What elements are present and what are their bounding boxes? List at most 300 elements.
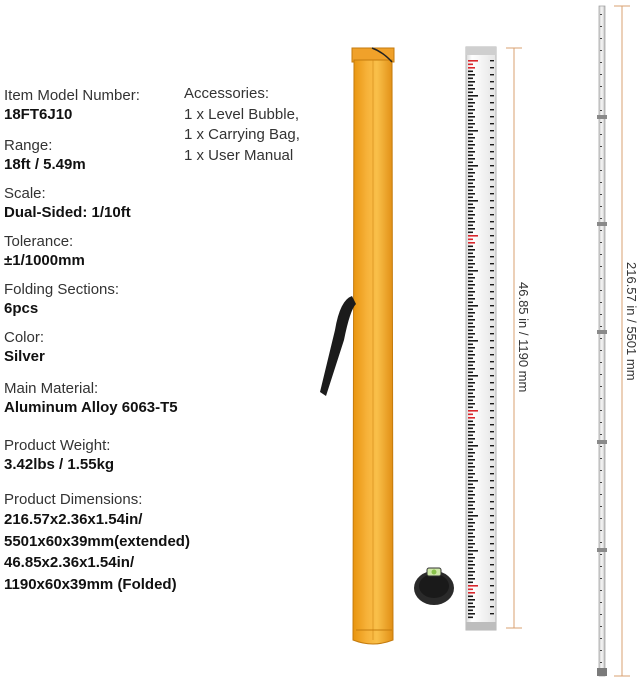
pole-tick — [600, 650, 602, 651]
rod-tick — [468, 253, 473, 255]
rod-tick — [468, 498, 473, 500]
rod-tick — [468, 596, 473, 598]
rod-tick — [490, 522, 494, 523]
pole-tick — [600, 50, 602, 51]
rod-tick — [468, 116, 475, 118]
rod-tick — [490, 109, 494, 110]
rod-tick — [468, 165, 478, 167]
rod-tick — [468, 172, 475, 174]
rod-tick — [490, 452, 494, 453]
rod-tick — [490, 130, 494, 131]
rod-tick — [490, 375, 494, 376]
pole-tick — [600, 218, 602, 219]
rod-tick — [490, 277, 494, 278]
rod-tick — [468, 267, 473, 269]
pole-tick — [600, 26, 602, 27]
rod-tick — [468, 113, 473, 115]
folded-dimension-label: 46.85 in / 1190 mm — [516, 282, 531, 393]
rod-tick — [490, 536, 494, 537]
rod-tick — [468, 477, 473, 479]
rod-tick — [468, 151, 475, 153]
rod-tick — [490, 158, 494, 159]
rod-tick — [468, 67, 475, 69]
rod-tick — [468, 88, 475, 90]
rod-tick — [468, 361, 475, 363]
rod-tick — [468, 169, 473, 171]
rod-tick — [468, 277, 475, 279]
rod-tick — [468, 375, 478, 377]
pole-tick — [600, 98, 602, 99]
rod-tick — [468, 242, 475, 244]
rod-tick — [468, 323, 473, 325]
extended-pole — [597, 6, 607, 676]
rod-tick — [468, 533, 473, 535]
rod-tick — [468, 564, 475, 566]
rod-tick — [468, 106, 473, 108]
rod-tick — [490, 403, 494, 404]
rod-tick — [468, 134, 473, 136]
rod-tick — [490, 508, 494, 509]
spec-label: Color: — [4, 329, 45, 346]
spec-label: Scale: — [4, 185, 46, 202]
rod-tick — [468, 617, 473, 619]
pole-tick — [600, 578, 602, 579]
rod-tick — [468, 288, 473, 290]
spec-value: Aluminum Alloy 6063-T5 — [4, 399, 178, 416]
rod-tick — [468, 473, 475, 475]
rod-tick — [468, 599, 475, 601]
rod-tick — [468, 326, 475, 328]
rod-tick — [468, 298, 475, 300]
rod-tick — [468, 403, 475, 405]
rod-tick — [468, 148, 473, 150]
pole-tick — [600, 158, 602, 159]
rod-tick — [468, 470, 473, 472]
rod-tick — [468, 575, 473, 577]
rod-tick — [468, 337, 473, 339]
rod-tick — [468, 270, 478, 272]
pole-tick — [600, 182, 602, 183]
rod-tick — [490, 81, 494, 82]
rod-tick — [468, 284, 475, 286]
rod-tick — [468, 78, 473, 80]
rod-tick — [468, 589, 473, 591]
rod-tick — [490, 74, 494, 75]
rod-tick — [490, 326, 494, 327]
rod-tick — [468, 95, 478, 97]
rod-tick — [468, 99, 473, 101]
spec-value: 6pcs — [4, 300, 39, 317]
spec-label: Range: — [4, 137, 53, 154]
rod-tick — [468, 550, 478, 552]
rod-tick — [490, 179, 494, 180]
rod-tick — [468, 438, 475, 440]
rod-tick — [468, 613, 475, 615]
rod-tick — [490, 291, 494, 292]
rod-tick — [468, 368, 475, 370]
rod-tick — [490, 263, 494, 264]
rod-tick — [490, 361, 494, 362]
rod-tick — [490, 333, 494, 334]
rod-tick — [468, 141, 473, 143]
pole-tick — [600, 302, 602, 303]
pole-tick — [600, 566, 602, 567]
pole-tick — [600, 206, 602, 207]
rod-tick — [490, 501, 494, 502]
rod-tick — [468, 526, 473, 528]
rod-tick — [490, 207, 494, 208]
rod-tick — [468, 519, 473, 521]
pole-tick — [600, 254, 602, 255]
rod-tick — [490, 543, 494, 544]
rod-tick — [468, 386, 473, 388]
pole-tick — [600, 194, 602, 195]
rod-tick — [490, 298, 494, 299]
rod-tick — [468, 379, 473, 381]
rod-tick — [490, 200, 494, 201]
rod-tick — [468, 452, 475, 454]
pole-tick — [600, 398, 602, 399]
rod-tick — [468, 508, 475, 510]
pole-tick — [600, 362, 602, 363]
rod-tick — [490, 417, 494, 418]
rod-tick — [490, 88, 494, 89]
pole-tick — [600, 314, 602, 315]
pole-tick — [600, 170, 602, 171]
rod-tick — [490, 396, 494, 397]
rod-tick — [468, 347, 475, 349]
rod-tick — [468, 71, 473, 73]
rod-tick — [490, 557, 494, 558]
rod-tick — [490, 613, 494, 614]
pole-tick — [600, 386, 602, 387]
spec-value: 18ft / 5.49m — [4, 156, 86, 173]
rod-tick — [468, 225, 473, 227]
rod-tick — [468, 60, 478, 62]
rod-tick — [468, 382, 475, 384]
rod-tick — [468, 484, 473, 486]
rod-tick — [468, 239, 473, 241]
rod-tick — [468, 130, 478, 132]
spec-value: 216.57x2.36x1.54in/ — [4, 511, 143, 528]
rod-tick — [468, 491, 473, 493]
rod-tick — [468, 449, 473, 451]
rod-tick — [468, 218, 473, 220]
extended-dimension-label: 216.57 in / 5501 mm — [624, 262, 639, 381]
rod-tick — [468, 200, 478, 202]
spec-label: Product Dimensions: — [4, 491, 143, 508]
pole-tick — [600, 38, 602, 39]
rod-tick — [490, 487, 494, 488]
rod-tick — [468, 123, 475, 125]
pole-tick — [600, 266, 602, 267]
rod-tick — [490, 249, 494, 250]
rod-tick — [468, 501, 475, 503]
spec-label: Item Model Number: — [4, 87, 140, 104]
rod-tick — [468, 606, 475, 608]
rod-tick — [468, 74, 475, 76]
rod-tick — [468, 319, 475, 321]
rod-tick — [468, 603, 473, 605]
rod-tick — [468, 309, 473, 311]
rod-tick — [468, 512, 473, 514]
rod-tick — [468, 302, 473, 304]
pole-tick — [600, 338, 602, 339]
rod-tick — [490, 382, 494, 383]
rod-tick — [468, 316, 473, 318]
rod-tick — [490, 431, 494, 432]
rod-tick — [490, 151, 494, 152]
rod-tick — [490, 242, 494, 243]
rod-tick — [490, 270, 494, 271]
rod-tick — [490, 389, 494, 390]
spec-value: Silver — [4, 348, 45, 365]
rod-tick — [490, 571, 494, 572]
spec-label: Product Weight: — [4, 437, 111, 454]
rod-tick — [468, 543, 475, 545]
spec-label: Tolerance: — [4, 233, 74, 250]
rod-tick — [468, 214, 475, 216]
folded-rod — [466, 47, 496, 630]
rod-tick — [490, 312, 494, 313]
rod-tick — [490, 368, 494, 369]
rod-tick — [468, 263, 475, 265]
rod-tick — [490, 67, 494, 68]
rod-tick — [490, 165, 494, 166]
spec-value: 5501x60x39mm(extended) — [4, 532, 190, 550]
rod-tick — [490, 137, 494, 138]
rod-tick — [490, 102, 494, 103]
rod-tick — [468, 186, 475, 188]
rod-tick — [468, 204, 473, 206]
pole-tick — [600, 242, 602, 243]
rod-tick — [468, 428, 473, 430]
rod-tick — [468, 221, 475, 223]
pole-tick — [600, 110, 602, 111]
pole-tick — [600, 290, 602, 291]
rod-tick — [468, 515, 478, 517]
pole-tick — [600, 614, 602, 615]
rod-tick — [468, 529, 475, 531]
spec-value: 18FT6J10 — [4, 106, 73, 123]
rod-tick — [490, 473, 494, 474]
rod-tick — [468, 494, 475, 496]
rod-tick — [468, 445, 478, 447]
spec-value: Dual-Sided: 1/10ft — [4, 204, 131, 221]
spec-label: Main Material: — [4, 380, 99, 397]
rod-tick — [490, 95, 494, 96]
rod-tick — [468, 393, 473, 395]
rod-tick — [468, 207, 475, 209]
pole-tick — [600, 638, 602, 639]
rod-tick — [468, 144, 475, 146]
rod-tick — [468, 295, 473, 297]
rod-tick — [468, 459, 475, 461]
rod-tick — [468, 127, 473, 129]
pole-tick — [600, 542, 602, 543]
rod-tick — [468, 340, 478, 342]
rod-tick — [468, 610, 473, 612]
rod-tick — [468, 442, 473, 444]
rod-tick — [468, 333, 475, 335]
rod-tick — [490, 221, 494, 222]
pole-tick — [600, 434, 602, 435]
rod-tick — [468, 568, 473, 570]
rod-tick — [468, 102, 475, 104]
rod-tick — [468, 109, 475, 111]
rod-tick — [490, 319, 494, 320]
rod-tick — [490, 550, 494, 551]
rod-tick — [490, 459, 494, 460]
rod-tick — [468, 372, 473, 374]
rod-tick — [468, 585, 478, 587]
spec-value: ±1/1000mm — [4, 252, 85, 269]
pole-tick — [600, 470, 602, 471]
spec-value: 46.85x2.36x1.54in/ — [4, 554, 135, 571]
rod-tick — [468, 92, 473, 94]
rod-tick — [490, 144, 494, 145]
rod-tick — [468, 522, 475, 524]
rod-tick — [468, 232, 473, 234]
rod-tick — [490, 123, 494, 124]
rod-tick — [490, 228, 494, 229]
rod-tick — [490, 578, 494, 579]
rod-tick — [468, 389, 475, 391]
rod-tick — [468, 407, 473, 409]
rod-tick — [468, 179, 475, 181]
rod-tick — [490, 347, 494, 348]
rod-tick — [490, 116, 494, 117]
pole-tick — [600, 146, 602, 147]
accessory-item: 1 x User Manual — [184, 146, 294, 164]
rod-tick — [468, 536, 475, 538]
pole-tick — [600, 506, 602, 507]
rod-tick — [490, 305, 494, 306]
rod-tick — [468, 281, 473, 283]
rod-tick — [468, 421, 473, 423]
rod-tick — [468, 466, 475, 468]
rod-tick — [490, 438, 494, 439]
pole-tick — [600, 494, 602, 495]
rod-tick — [468, 305, 478, 307]
rod-tick — [468, 330, 473, 332]
pole-tick — [600, 422, 602, 423]
rod-tick — [468, 365, 473, 367]
rod-tick — [468, 81, 475, 83]
rod-tick — [468, 592, 475, 594]
rod-tick — [468, 410, 478, 412]
rod-tick — [490, 235, 494, 236]
rod-tick — [468, 557, 475, 559]
rod-tick — [468, 256, 475, 258]
rod-tick — [468, 228, 475, 230]
rod-tick — [468, 582, 473, 584]
rod-tick — [490, 186, 494, 187]
rod-tick — [468, 540, 473, 542]
pole-tick — [600, 134, 602, 135]
pole-tick — [600, 374, 602, 375]
rod-tick — [490, 410, 494, 411]
rod-tick — [490, 214, 494, 215]
rod-tick — [468, 190, 473, 192]
spec-value: 1190x60x39mm (Folded) — [4, 575, 177, 593]
rod-tick — [468, 344, 473, 346]
accessories-title: Accessories: — [184, 85, 270, 102]
rod-tick — [468, 396, 475, 398]
rod-tick — [468, 547, 473, 549]
rod-tick — [468, 354, 475, 356]
rod-tick — [468, 480, 478, 482]
pole-tick — [600, 74, 602, 75]
accessory-item: 1 x Level Bubble, — [184, 105, 300, 123]
rod-tick — [490, 284, 494, 285]
rod-tick — [468, 249, 475, 251]
rod-tick — [468, 431, 475, 433]
rod-tick — [468, 561, 473, 563]
rod-tick — [490, 515, 494, 516]
pole-tick — [600, 350, 602, 351]
rod-tick — [468, 456, 473, 458]
pole-tick — [600, 410, 602, 411]
rod-tick — [490, 340, 494, 341]
rod-tick — [490, 256, 494, 257]
rod-tick — [490, 445, 494, 446]
rod-tick — [490, 60, 494, 61]
rod-tick — [490, 466, 494, 467]
pole-tick — [600, 626, 602, 627]
rod-tick — [468, 120, 473, 122]
rod-tick — [468, 193, 475, 195]
rod-tick — [490, 494, 494, 495]
rod-tick — [468, 578, 475, 580]
rod-tick — [468, 158, 475, 160]
level-bubble — [414, 568, 454, 605]
rod-tick — [468, 414, 473, 416]
rod-tick — [468, 155, 473, 157]
pole-tick — [600, 326, 602, 327]
rod-tick — [468, 183, 473, 185]
rod-tick — [468, 400, 473, 402]
pole-tick — [600, 458, 602, 459]
rod-tick — [490, 585, 494, 586]
rod-tick — [468, 351, 473, 353]
rod-tick — [490, 480, 494, 481]
rod-tick — [468, 176, 473, 178]
accessory-item: 1 x Carrying Bag, — [184, 126, 300, 143]
rod-tick — [468, 571, 475, 573]
rod-tick — [490, 424, 494, 425]
spec-label: Folding Sections: — [4, 281, 120, 298]
pole-tick — [600, 14, 602, 15]
pole-tick — [600, 446, 602, 447]
spec-value: 3.42lbs / 1.55kg — [4, 456, 115, 473]
rod-tick — [468, 85, 473, 87]
rod-tick — [468, 137, 475, 139]
pole-tick — [600, 554, 602, 555]
pole-tick — [600, 278, 602, 279]
rod-tick — [490, 193, 494, 194]
rod-tick — [468, 312, 475, 314]
rod-tick — [468, 64, 473, 66]
rod-tick — [468, 246, 473, 248]
rod-tick — [468, 291, 475, 293]
rod-tick — [468, 197, 473, 199]
rod-tick — [490, 529, 494, 530]
rod-tick — [468, 211, 473, 213]
pole-tick — [600, 530, 602, 531]
rod-tick — [468, 162, 473, 164]
pole-tick — [600, 62, 602, 63]
